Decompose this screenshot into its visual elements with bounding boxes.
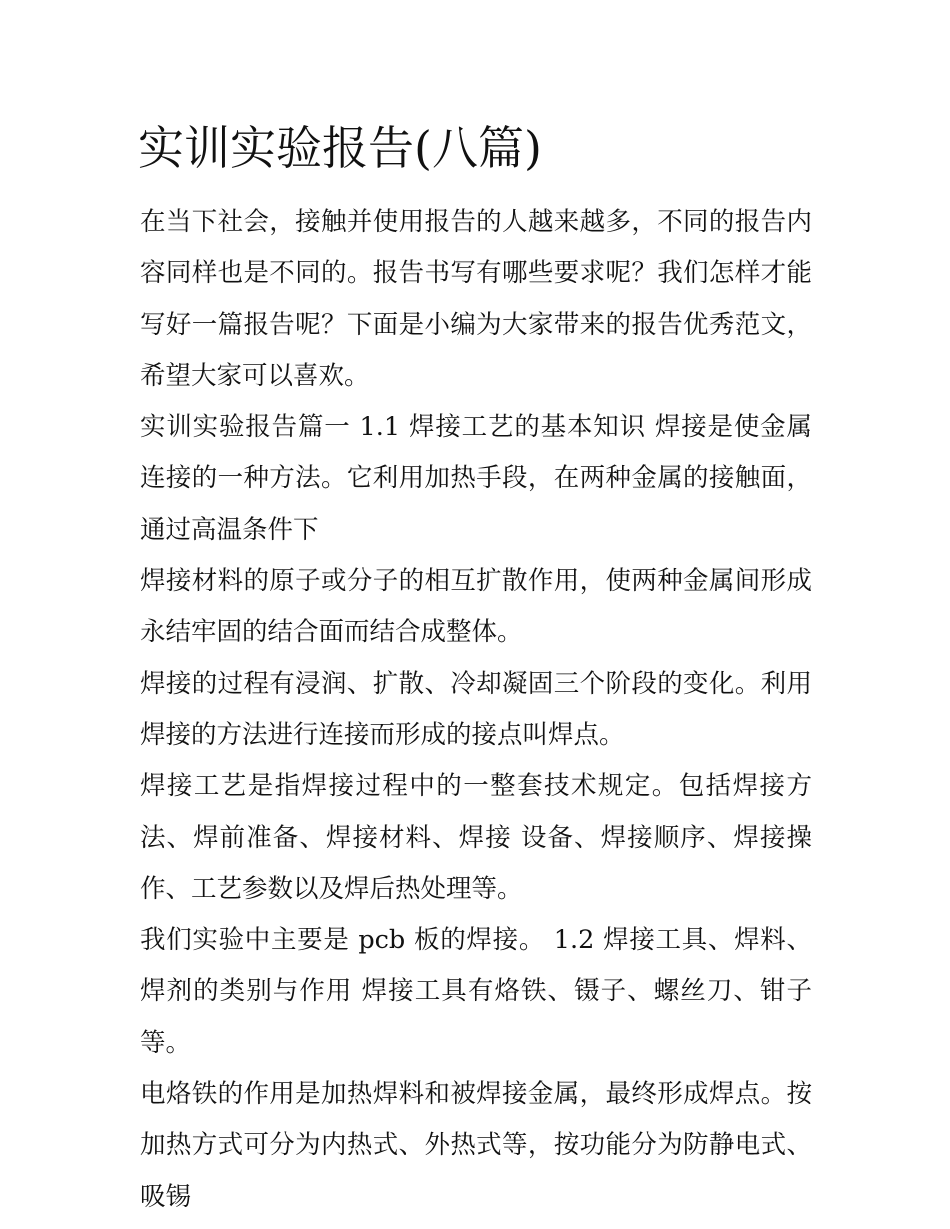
paragraph-diffusion: 焊接材料的原子或分子的相互扩散作用，使两种金属间形成永结牢固的结合面而结合成整体。 <box>140 566 812 648</box>
paragraph-intro: 在当下社会，接触并使用报告的人越来越多，不同的报告内容同样也是不同的。报告书写有哪些要求呢？我们怎样才能写好一篇报告呢？下面是小编为大家带来的报告优秀范文，希望大家可以喜欢。 <box>140 207 812 391</box>
paragraph-process-rules: 焊接工艺是指焊接过程中的一整套技术规定。包括焊接方法、焊前准备、焊接材料、焊接 设备、焊接顺序、焊接操作、工艺参数以及焊后热处理等。 <box>140 771 812 904</box>
document-body <box>140 197 812 1223</box>
page-title: 实训实验报告(八篇) <box>138 121 542 175</box>
paragraph-section-1-1: 实训实验报告篇一 1.1 焊接工艺的基本知识 焊接是使金属连接的一种方法。它利用加热手段，在两种金属的接触面，通过高温条件下 <box>140 412 812 545</box>
paragraph-soldering-iron: 电烙铁的作用是加热焊料和被焊接金属，最终形成焊点。按加热方式可分为内热式、外热式等，按功能分为防静电式、吸锡 <box>140 1079 812 1212</box>
paragraph-section-1-2: 我们实验中主要是 pcb 板的焊接。 1.2 焊接工具、焊料、焊剂的类别与作用 焊接工具有烙铁、镊子、螺丝刀、钳子等。 <box>140 925 812 1058</box>
paragraph-process: 焊接的过程有浸润、扩散、冷却凝固三个阶段的变化。利用焊接的方法进行连接而形成的接点叫焊点。 <box>140 668 812 750</box>
